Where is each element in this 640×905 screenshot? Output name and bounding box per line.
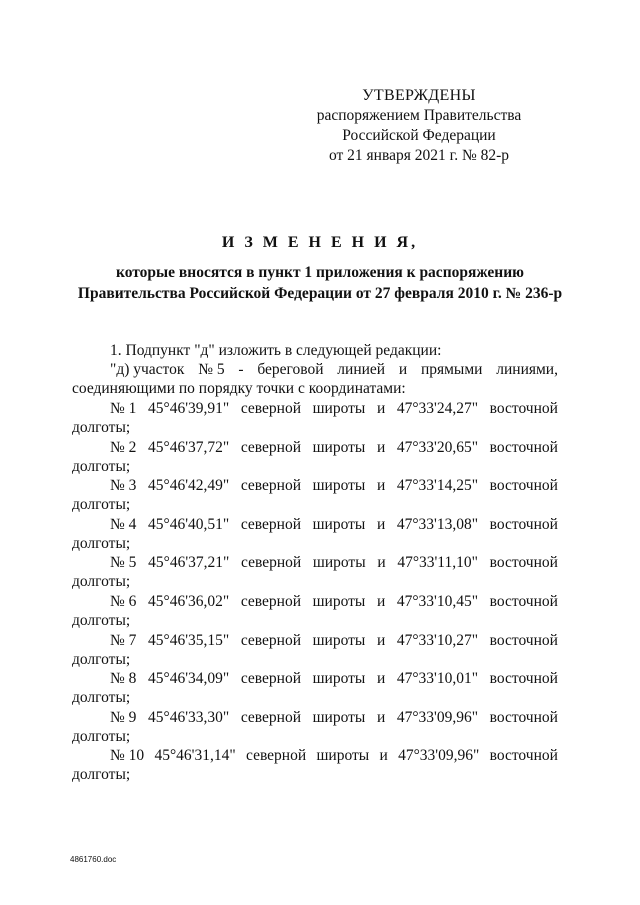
coordinate-tail: долготы; <box>72 689 131 707</box>
paragraph-2-continuation: соединяющими по порядку точки с координатами: <box>72 380 406 397</box>
coord-word: северной <box>240 670 301 688</box>
coord-word: северной <box>241 554 302 572</box>
coordinate-row <box>72 553 558 592</box>
p2-word: береговой <box>257 361 324 378</box>
subtitle-line-1: которые вносятся в пункт 1 приложения к распоряжению <box>115 264 524 281</box>
coord-word: широты <box>312 554 366 572</box>
longitude: 47°33'10,01" <box>396 670 479 688</box>
p2-word: № 5 <box>198 361 225 378</box>
coordinate-line <box>72 553 558 572</box>
longitude: 47°33'10,27" <box>396 631 479 649</box>
coord-word: восточной <box>489 747 558 765</box>
point-number: № 8 <box>110 670 137 688</box>
point-number: № 7 <box>110 631 137 649</box>
coordinate-row <box>72 438 558 477</box>
coordinate-row <box>72 708 558 747</box>
coordinate-row <box>72 592 558 631</box>
approval-heading: УТВЕРЖДЕНЫ <box>362 87 476 104</box>
longitude: 47°33'09,96" <box>396 708 479 726</box>
coordinate-tail: долготы; <box>72 496 131 514</box>
p2-word: и <box>398 361 408 378</box>
coord-word: широты <box>312 515 366 533</box>
coord-word: широты <box>316 747 370 765</box>
coordinate-tail: долготы; <box>72 650 131 668</box>
coordinate-line <box>72 631 558 650</box>
p2-word: линией <box>337 361 386 378</box>
coord-word: северной <box>240 708 301 726</box>
coordinate-line <box>72 438 558 457</box>
latitude: 45°46'37,21" <box>148 554 230 572</box>
paragraph-1: 1. Подпункт "д" изложить в следующей редакции: <box>110 342 442 359</box>
coord-word: и <box>376 670 386 688</box>
coord-word: и <box>379 747 388 765</box>
longitude: 47°33'20,65" <box>396 438 479 456</box>
coord-word: и <box>376 515 386 533</box>
coordinate-tail: долготы; <box>72 534 131 552</box>
coordinate-line <box>72 515 558 534</box>
latitude: 45°46'31,14" <box>154 747 236 765</box>
coord-word: восточной <box>489 438 558 456</box>
p2-word: прямыми <box>420 361 483 378</box>
coord-word: широты <box>312 708 366 726</box>
coord-word: восточной <box>489 670 558 688</box>
coord-word: широты <box>312 631 366 649</box>
coord-word: и <box>377 554 386 572</box>
coord-word: и <box>376 592 386 610</box>
latitude: 45°46'40,51" <box>148 515 230 533</box>
coordinate-tail: долготы; <box>72 419 131 436</box>
p2-word: - <box>238 361 244 378</box>
coord-word: северной <box>240 438 301 456</box>
coordinate-tail: долготы; <box>72 611 131 629</box>
point-number: № 9 <box>110 708 137 726</box>
latitude: 45°46'36,02" <box>148 592 230 610</box>
document-title: И З М Е Н Е Н И Я, <box>221 234 419 251</box>
body-paragraphs <box>72 341 558 398</box>
coordinate-tail: долготы; <box>72 573 131 591</box>
subtitle-line-2: Правительства Российской Федерации от 27 февраля 2010 г. № 236-р <box>77 285 563 302</box>
coord-word: северной <box>240 515 301 533</box>
latitude: 45°46'39,91" <box>148 400 230 417</box>
point-number: № 2 <box>110 438 137 456</box>
coord-word: и <box>376 438 386 456</box>
coord-word: широты <box>312 477 366 495</box>
coord-word: широты <box>312 670 366 688</box>
coordinate-line <box>72 592 558 611</box>
longitude: 47°33'09,96" <box>398 747 480 765</box>
coordinate-row <box>72 669 558 708</box>
longitude: 47°33'13,08" <box>396 515 479 533</box>
coordinate-tail: долготы; <box>72 766 131 784</box>
coordinate-row <box>72 746 558 785</box>
coord-word: северной <box>240 477 301 495</box>
coord-word: восточной <box>489 592 558 610</box>
paragraph-2 <box>72 360 558 379</box>
coordinate-line <box>72 399 558 418</box>
coordinate-line <box>72 708 558 727</box>
coordinate-row <box>72 631 558 670</box>
coord-word: северной <box>240 592 301 610</box>
p2-word: линиями, <box>496 361 558 378</box>
coord-word: широты <box>312 592 366 610</box>
approval-line-4: от 21 января 2021 г. № 82-р <box>328 147 510 164</box>
coord-word: восточной <box>489 631 558 649</box>
coordinate-line <box>72 476 558 495</box>
file-reference: 4861760.doc <box>70 855 117 864</box>
latitude: 45°46'35,15" <box>148 631 230 649</box>
coord-word: и <box>376 400 386 417</box>
coordinate-tail: долготы; <box>72 457 131 475</box>
point-number: № 3 <box>110 477 137 495</box>
coord-word: восточной <box>489 400 558 417</box>
point-number: № 4 <box>110 515 137 533</box>
document-subtitle <box>60 262 580 304</box>
point-number: № 10 <box>110 747 145 765</box>
coordinate-tail: долготы; <box>72 727 131 745</box>
coordinate-row <box>72 399 558 438</box>
approval-line-3: Российской Федерации <box>342 127 496 144</box>
coord-word: восточной <box>489 515 558 533</box>
coord-word: широты <box>312 438 366 456</box>
coord-word: восточной <box>489 477 558 495</box>
coordinate-row <box>72 476 558 515</box>
latitude: 45°46'37,72" <box>148 438 230 456</box>
coord-word: северной <box>240 631 301 649</box>
longitude: 47°33'11,10" <box>397 554 478 572</box>
approval-line-2: распоряжением Правительства <box>316 107 522 124</box>
coord-word: и <box>376 477 386 495</box>
latitude: 45°46'42,49" <box>148 477 230 495</box>
coordinate-line <box>72 746 558 765</box>
point-number: № 1 <box>110 400 137 417</box>
point-number: № 5 <box>110 554 137 572</box>
coord-word: широты <box>312 400 366 417</box>
coordinate-row <box>72 515 558 554</box>
coord-word: северной <box>240 400 301 417</box>
coord-word: восточной <box>489 708 558 726</box>
coordinates-list <box>72 399 558 785</box>
p2-word: "д) участок <box>110 361 185 378</box>
coord-word: и <box>376 708 386 726</box>
longitude: 47°33'14,25" <box>396 477 479 495</box>
coordinate-line <box>72 669 558 688</box>
longitude: 47°33'24,27" <box>396 400 479 417</box>
approval-block <box>289 86 549 166</box>
latitude: 45°46'34,09" <box>148 670 230 688</box>
coord-word: северной <box>246 747 307 765</box>
coord-word: и <box>376 631 386 649</box>
point-number: № 6 <box>110 592 137 610</box>
latitude: 45°46'33,30" <box>148 708 230 726</box>
coord-word: восточной <box>489 554 558 572</box>
longitude: 47°33'10,45" <box>396 592 479 610</box>
